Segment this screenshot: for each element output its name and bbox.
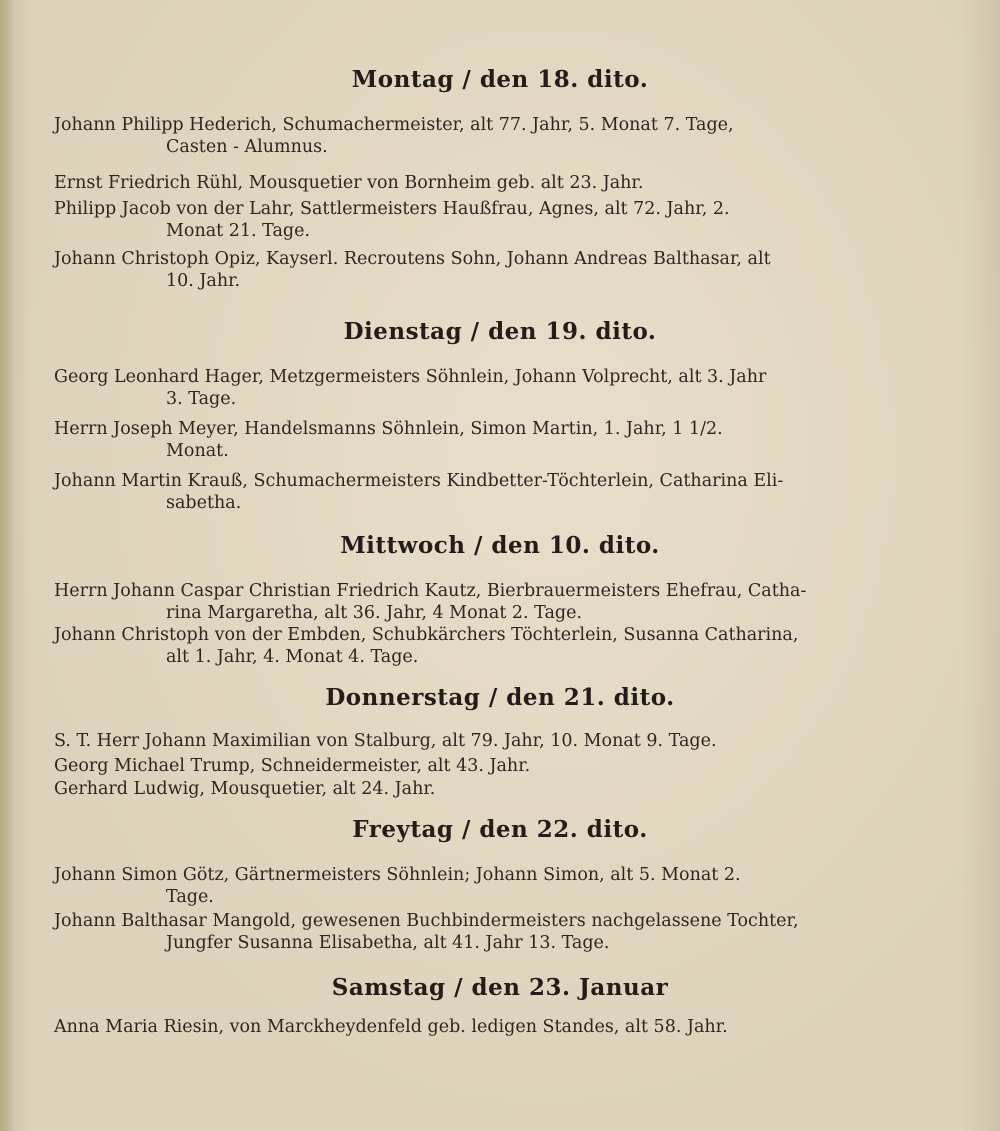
entry-line: Johann Balthasar Mangold, gewesenen Buchbindermeisters nachgelassene Tochter, — [54, 911, 799, 931]
entry-line-continued: 10. Jahr. — [166, 271, 241, 291]
entry — [54, 730, 904, 752]
entry-line: Gerhard Ludwig, Mousquetier, alt 24. Jahr. — [54, 779, 436, 799]
entry-line: Herrn Johann Caspar Christian Friedrich Kautz, Bierbrauermeisters Ehefrau, Catha- — [54, 581, 807, 601]
section-heading-donnerstag: Donnerstag / den 21. dito. — [325, 684, 675, 711]
entry — [54, 366, 904, 410]
entry-line-continued: Casten - Alumnus. — [166, 137, 328, 157]
section-heading-mittwoch: Mittwoch / den 10. dito. — [340, 532, 660, 559]
entry-line-continued: rina Margaretha, alt 36. Jahr, 4 Monat 2. Tage. — [166, 603, 583, 623]
entry-line-continued: sabetha. — [166, 493, 242, 513]
entry — [54, 470, 904, 514]
entry-line: Georg Michael Trump, Schneidermeister, alt 43. Jahr. — [54, 756, 531, 776]
entry — [54, 1016, 904, 1038]
entry-line-continued: alt 1. Jahr, 4. Monat 4. Tage. — [166, 647, 419, 667]
entry-line: Johann Martin Krauß, Schumachermeisters Kindbetter-Töchterlein, Catharina Eli- — [54, 471, 784, 491]
entry — [54, 418, 904, 462]
entry — [54, 198, 904, 242]
entry — [54, 910, 904, 954]
entry — [54, 755, 904, 777]
entry — [54, 864, 904, 908]
entry-line: Ernst Friedrich Rühl, Mousquetier von Bornheim geb. alt 23. Jahr. — [54, 173, 644, 193]
entry — [54, 624, 904, 668]
entry-line: Johann Christoph von der Embden, Schubkärchers Töchterlein, Susanna Catharina, — [54, 625, 799, 645]
entry-line: Herrn Joseph Meyer, Handelsmanns Söhnlein, Simon Martin, 1. Jahr, 1 1/2. — [54, 419, 723, 439]
entry-line: Philipp Jacob von der Lahr, Sattlermeisters Haußfrau, Agnes, alt 72. Jahr, 2. — [54, 199, 730, 219]
entry-line: Anna Maria Riesin, von Marckheydenfeld geb. ledigen Standes, alt 58. Jahr. — [54, 1017, 728, 1037]
section-heading-dienstag: Dienstag / den 19. dito. — [343, 318, 657, 345]
entry-line: Georg Leonhard Hager, Metzgermeisters Söhnlein, Johann Volprecht, alt 3. Jahr — [54, 367, 767, 387]
entry-line: Johann Philipp Hederich, Schumachermeister, alt 77. Jahr, 5. Monat 7. Tage, — [54, 115, 734, 135]
section-heading-samstag: Samstag / den 23. Januar — [331, 974, 669, 1001]
entry — [54, 248, 904, 292]
entry-line: Johann Simon Götz, Gärtnermeisters Söhnlein; Johann Simon, alt 5. Monat 2. — [54, 865, 741, 885]
entry-line-continued: Jungfer Susanna Elisabetha, alt 41. Jahr 13. Tage. — [166, 933, 610, 953]
entry — [54, 778, 904, 800]
page-spine-shadow — [0, 0, 14, 1131]
entry — [54, 580, 904, 624]
entry — [54, 114, 904, 158]
entry-line-continued: Monat. — [166, 441, 229, 461]
entry-line-continued: 3. Tage. — [166, 389, 237, 409]
entry-line: Johann Christoph Opiz, Kayserl. Recroutens Sohn, Johann Andreas Balthasar, alt — [54, 249, 771, 269]
entry — [54, 172, 904, 194]
entry-line-continued: Tage. — [166, 887, 214, 907]
entry-line-continued: Monat 21. Tage. — [166, 221, 311, 241]
section-heading-freytag: Freytag / den 22. dito. — [352, 816, 648, 843]
section-heading-montag: Montag / den 18. dito. — [351, 66, 649, 93]
entry-line: S. T. Herr Johann Maximilian von Stalburg, alt 79. Jahr, 10. Monat 9. Tage. — [54, 731, 717, 751]
